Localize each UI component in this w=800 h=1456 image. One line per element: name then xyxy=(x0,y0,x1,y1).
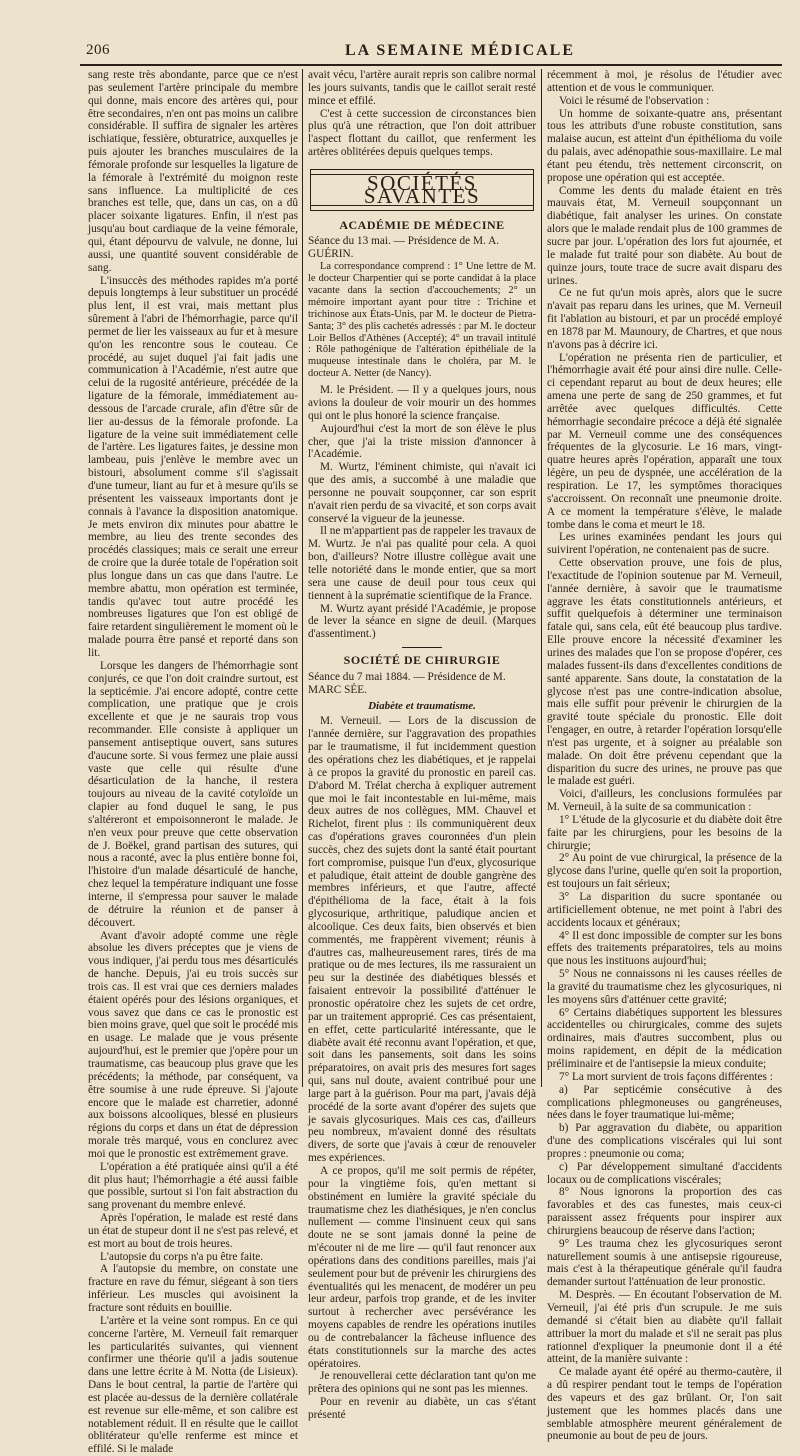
paragraph: M. Wurtz, l'éminent chimiste, qui n'avait ici que des amis, a succombé à une maladie que personne ne pouvait soupçonner, car son esprit n'avait rien perdu de sa vivacité, et son corps avait conservé la vigueur de la jeunesse. xyxy=(308,461,536,525)
paragraph: Aujourd'hui c'est la mort de son élève le plus cher, que j'ai la triste mission d'annoncer à l'Académie. xyxy=(308,422,536,461)
paragraph: Voici le résumé de l'observation : xyxy=(559,94,710,107)
paragraph: avait vécu, l'artère aurait repris son calibre normal les jours suivants, tandis que le caillot serait resté mince et effilé. xyxy=(308,69,536,107)
academie-heading: ACADÉMIE DE MÉDECINE xyxy=(339,217,505,232)
paragraph: Ce ne fut qu'un mois après, alors que le sucre n'avait pas reparu dans les urines, que M. Verneuil fit l'ablation au bistouri, et par un procédé employé en 1878 par M. Maunoury, de Chartres, et que nous n'avons pas à décrire ici. xyxy=(547,287,782,351)
seance-line: Séance du 7 mai 1884. — Présidence de M. MARC SÉE. xyxy=(308,670,506,696)
article-subtitle: Diabète et traumatisme. xyxy=(368,699,476,712)
conclusion-item: 6° Certains diabétiques supportent les blessures accidentelles ou chirurgicales, comme des sujets ordinaires, mais d'autres succombent, plus ou moins rapidement, en dépit de la médication préliminaire et de l'antisepsie la mieux conduite; xyxy=(547,1006,782,1070)
paragraph: sang reste très abondante, parce que ce n'est pas seulement l'artère principale du membre qui donne, mais encore des artères qui, pour être secondaires, n'en ont pas moins un calibre considérable. Il suffira de signaler les artères ischiatique, fessière, obturatrice, auxquelles je puis ajouter les branches musculaires de la fémorale profonde sur lesquelles la ligature de la fémorale à l'extrémité du moignon reste sans influence. La multiplicité de ces branches est telle, que, dans un cas, on a dû placer soixante ligatures. Enfin, il n'est pas jusqu'au bout cardiaque de la veine fémorale, qui, étant dépourvu de valvule, ne donne, lui aussi, une quantité souvent considérable de sang. xyxy=(88,69,298,274)
paragraph: Les urines examinées pendant les jours qui suivirent l'opération, ne contenaient pas de sucre. xyxy=(547,531,782,557)
conclusion-item: 9° Les trauma chez les glycosuriques seront naturellement soumis à une antisepsie rigoureuse, mais c'est à la thérapeutique générale qu'il faudra demander surtout l'atténuation de leur pronostic. xyxy=(547,1237,782,1289)
header-rule xyxy=(80,64,782,66)
paragraph: Pour en revenir au diabète, un cas s'étant présenté xyxy=(308,1396,536,1421)
separator xyxy=(402,647,442,648)
paragraph: Voici, d'ailleurs, les conclusions formulées par M. Verneuil, à la suite de sa communication : xyxy=(547,788,782,814)
paragraph: récemment à moi, je résolus de l'étudier avec attention et de vous le communiquer. xyxy=(547,69,782,94)
paragraph: M. Verneuil. — Lors de la discussion de l'année dernière, sur l'aggravation des propathies par le traumatisme, il fut incidemment question des opérations chez les diabétiques, et je rappelai à ce propos la gravité du pronostic en pareil cas. D'abord M. Trélat chercha à expliquer autrement que moi le fait incontestable en lui-même, mais deux autres de nos collègues, MM. Chauvel et Richelot, firent plus : ils communiquèrent deux cas d'opérations graves couronnées d'un plein succès, chez des sujets dont la santé était pourtant fort compromise, puisque l'un d'eux, glycosurique et paludique, était atteint de double gangrène des membres inférieurs, et que l'autre, affecté d'épithélioma de la face, était à la fois glycosurique, arthritique, paludique ancien et alcoolique. Ces deux faits, bien observés et bien commentés, me frappèrent vivement; réunis à d'autres cas, malheureusement rares, tirés de ma pratique ou de mes lectures, ils me rassuraient un peu sur la destinée des diabétiques blessés et faisaient entrevoir la possibilité d'atténuer le pronostic opératoire chez les sujets de cet ordre, par un traitement approprié. Ces cas présentaient, en effet, cette particularité intéressante, que le diabète avait été reconnu avant l'opération, et que, soit dans les pansements, soit dans les soins préparatoires, on avait pris des mesures fort sages qui, sans nul doute, avaient contribué pour une large part à la guérison. Pour ma part, j'avais déjà procédé de la sorte avant d'opérer des sujets que je savais glycosuriques. Mais ces cas, d'ailleurs peu nombreux, m'avaient donné des résultats divers, de sorte que j'avais à cœur de renouveler mes expériences. xyxy=(308,715,536,1165)
paragraph: L'autopsie du corps n'a pu être faite. xyxy=(100,1250,264,1263)
column-1 xyxy=(88,69,298,1456)
paragraph: M. le Président. — Il y a quelques jours, nous avions la douleur de voir mourir un des hommes qui ont le plus honoré la science française. xyxy=(308,384,536,422)
paragraph: Un homme de soixante-quatre ans, présentant tous les attributs d'une robuste constitution, sans malaise aucun, est atteint d'un épithélioma du voile du palais, avec adénopathie sous-maxillaire. Le mal étant peu étendu, très nettement circonscrit, on propose une opération qui est acceptée. xyxy=(547,107,782,184)
paragraph: L'opération a été pratiquée ainsi qu'il a été dit plus haut; l'hémorrhagie a été aussi faible que possible, surtout si l'on fait abstraction du sang provenant du membre enlevé. xyxy=(88,1160,298,1212)
column-divider xyxy=(302,69,303,1087)
column-3 xyxy=(547,69,782,1443)
conclusion-item: 1° L'étude de la glycosurie et du diabète doit être faite par les chirurgiens, pour les besoins de la chirurgie; xyxy=(547,813,782,852)
paragraph: C'est à cette succession de circonstances bien plus qu'à une rétraction, que l'on doit attribuer l'aspect flottant du caillot, que renferment les artères oblitérées depuis quelques temps. xyxy=(308,107,536,159)
paragraph: Ce malade ayant été opéré au thermo-cautère, il a dû respirer pendant tout le temps de l'opération des vapeurs et des gaz brûlant. Or, l'on sait justement que les hommes placés dans une semblable atmosphère meurent généralement de pneumonie au bout de peu de jours. xyxy=(547,1366,782,1443)
paragraph: Cette observation prouve, une fois de plus, l'exactitude de l'opinion soutenue par M. Verneuil, l'année dernière, à savoir que le traumatisme aggrave les états constitutionnels antérieurs, et suffit quelquefois à déterminer une terminaison fatale qui, sans cela, eût été beaucoup plus tardive. Elle prouve encore la nécessité d'examiner les urines des malades que l'on se propose d'opérer, ces malades fussent-ils dans d'excellentes conditions de santé apparente. Sans doute, la constatation de la glycose n'est pas une contre-indication absolue, mais elle suffit pour prévenir le chirurgien de la gravité toute spéciale du pronostic. Elle doit l'engager, en outre, à retarder l'opération lorsqu'elle n'est pas urgente, et à soigner au préalable son malade. On doit être prévenu cependant que la disparition du sucre des urines, ne prouve pas que le malade est guéri. xyxy=(547,557,782,788)
chirurgie-heading: SOCIÉTÉ DE CHIRURGIE xyxy=(343,653,501,668)
conclusion-item: 5° Nous ne connaissons ni les causes réelles de la gravité du traumatisme chez les glycosuriques, ni les moyens sûrs d'atténuer cette gravité; xyxy=(547,968,782,1006)
paragraph: L'insuccès des méthodes rapides m'a porté depuis longtemps à leur substituer un procédé plus lent, il est vrai, mais mettant plus sûrement à l'abri de l'hémorrhagie, parce qu'il permet de lier les vaisseaux au fur et à mesure qu'on les rencontre sous le couteau. Ce procédé, au sujet duquel j'ai fait jadis une communication à l'Académie, n'est autre que celui de la rugosité antérieure, précédée de la ligature de la fémorale, immédiatement au-dessous de l'arcade crurale, afin d'être sûr de lier au-dessus de la fémorale profonde. La ligature de la veine suit immédiatement celle de l'artère. Les ligatures faites, je dessine mon lambeau, puis j'enlève le membre avec un bistouri, absolument comme s'il s'agissait d'une tumeur, liant au fur et à mesure qu'ils se présentent les vaisseaux importants dont je connais à l'avance la disposition anatomique. Je mets environ dix minutes pour abattre le membre, au lieu des trente secondes des procédés classiques; mais ce serait une erreur de croire que la durée totale de l'opération soit plus longue dans un cas que dans l'autre. Le membre abattu, mon opération est terminée, tandis qu'avec tout autre procédé les nombreuses ligatures que l'on est obligé de faire retardent singulièrement le moment où le malade pourra être pansé et reporté dans son lit. xyxy=(88,274,298,659)
section-banner-title: SOCIÉTÉS SAVANTES xyxy=(311,174,533,206)
paragraph: Après l'opération, le malade est resté dans un état de stupeur dont il ne s'est pas relevé, et est mort au bout de trois heures. xyxy=(88,1212,298,1250)
paragraph: Lorsque les dangers de l'hémorrhagie sont conjurés, ce que l'on doit craindre surtout, est la septicémie. J'ai encore adopté, contre cette complication, une pratique que je crois excellente et que je ne saurais trop vous recommander. Elle consiste à appliquer un pansement antiseptique ouvert, sans sutures d'aucune sorte. Si vous fermez une plaie aussi vaste que celle qui résulte d'une désarticulation de la hanche, il restera toujours au niveau de la cavité cotyloïde un clapier au fond duquel le sang, le pus s'altéreront et empoisonneront le malade. Je n'en veux pour preuve que cette observation de J. Boëkel, grand partisan des sutures, qui nous a raconté, avec la plus entière bonne foi, l'histoire d'un malade désarticulé de hanche, chez lequel la température indiquant une fosse interne, il s'empressa pour sauver le malade de détruire la réunion et de panser à découvert. xyxy=(88,659,298,929)
section-banner xyxy=(310,169,534,211)
page-number: 206 xyxy=(86,42,110,58)
paragraph: L'artère et la veine sont rompus. En ce qui concerne l'artère, M. Verneuil fait remarquer les particularités suivantes, qui viennent confirmer une théorie qu'il a jadis soutenue dans une lettre écrite à M. Notta (de Lisieux). Dans le bout central, la partie de l'artère qui est placée au-dessus de la dernière collatérale est revenue sur elle-même, et son calibre est notablement réduit. Il en résulte que le caillot oblitérateur qu'elle renferme est mince et effilé. Si le malade xyxy=(88,1314,298,1456)
column-divider xyxy=(541,69,542,1087)
paragraph: A l'autopsie du membre, on constate une fracture en rave du fémur, siégeant à son tiers inférieur. Les muscles qui avoisinent la fracture sont réduits en bouillie. xyxy=(88,1263,298,1314)
paragraph: Comme les dents du malade étaient en très mauvais état, M. Verneuil soupçonnant un diabétique, fait analyser les urines. On constate alors que le malade rendait plus de 100 grammes de sucre par jour. L'opération des lors fut ajournée, et le malade fut traité pour son diabète. Au bout de quinze jours, toute trace de sucre avait disparu des urines. xyxy=(547,184,782,287)
paragraph: Il ne m'appartient pas de rappeler les travaux de M. Wurtz. Je n'ai pas qualité pour cela. A quoi bon, d'ailleurs? Notre illustre collègue avait une telle notoriété dans le monde entier, que sa mort sera une cause de deuil pour tous ceux qui tiennent à la suprématie scientifique de la France. xyxy=(308,525,536,602)
conclusion-subitem: b) Par aggravation du diabète, ou apparition d'une des complications viscérales qui lui sont propres : pneumonie ou coma; xyxy=(547,1122,782,1160)
seance-line: Séance du 13 mai. — Présidence de M. A. GUÉRIN. xyxy=(308,235,500,261)
conclusion-item: 3° La disparition du sucre spontanée ou artificiellement obtenue, ne met point à l'abri des accidents locaux et généraux; xyxy=(547,891,782,929)
conclusion-item: 4° Il est donc impossible de compter sur les bons effets des traitements préparatoires, tels au moins que nous les instituons aujourd'hui; xyxy=(547,929,782,968)
paragraph: Je renouvellerai cette déclaration tant qu'on me prêtera des opinions qui ne sont pas les miennes. xyxy=(308,1370,536,1396)
column-2 xyxy=(308,69,536,1421)
conclusion-subitem: a) Par septicémie consécutive à des complications phlegmoneuses ou gangréneuses, nées dans le foyer traumatique lui-même; xyxy=(547,1083,782,1122)
paragraph: M. Desprès. — En écoutant l'observation de M. Verneuil, j'ai été pris d'un scrupule. Je me suis demandé si c'était bien au diabète qu'il fallait attribuer la mort du malade et s'il ne serait pas plus rationnel d'expliquer la pneumonie dont il a été atteint, de la manière suivante : xyxy=(547,1289,782,1366)
conclusion-item: 7° La mort survient de trois façons différentes : xyxy=(559,1070,773,1083)
conclusion-item: 8° Nous ignorons la proportion des cas favorables et des cas funestes, mais ceux-ci paraissent assez fréquents pour inspirer aux chirurgiens beaucoup de réserve dans l'action; xyxy=(547,1186,782,1237)
page-header xyxy=(80,42,780,64)
correspondence-paragraph: La correspondance comprend : 1° Une lettre de M. le docteur Charpentier qui se porte candidat à la place vacante dans la section d'accouchements; 2° un mémoire important ayant pour titre : Trichine et trichinose aux États-Unis, par M. le docteur de Pietra-Santa; 3° des plis cachetés adressés : par M. le docteur Loir Bellos d'Athènes (Accepté); 4° un travail intitulé : Rôle pathogénique de l'altération épithéliale de la muqueuse intestinale dans le choléra, par M. le docteur A. Netter (de Nancy). xyxy=(308,261,536,380)
journal-title: LA SEMAINE MÉDICALE xyxy=(344,42,576,59)
paragraph: M. Wurtz ayant présidé l'Académie, je propose de lever la séance en signe de deuil. (Marques d'assentiment.) xyxy=(308,602,536,641)
paragraph: A ce propos, qu'il me soit permis de répéter, pour la vingtième fois, qu'en mettant si obstinément en lumière la gravité spéciale du traumatisme chez les diathésiques, je n'en conclus nullement — comme l'insinuent ceux qui sans doute ne se sont jamais donné la peine de m'écouter ni de me lire — qu'il faut renoncer aux opérations dans des conditions pareilles, mais j'ai seulement pour but de prévenir les chirurgiens des éventualités qui les menacent, de modérer un peu leur ardeur, parfois trop grande, et de les inviter surtout à rechercher avec persévérance les moyens capables de rendre les opérations inutiles ou de contrebalancer la fâcheuse influence des états constitutionnels sur la marche des actes opératoires. xyxy=(308,1164,536,1370)
paragraph: L'opération ne présenta rien de particulier, et l'hémorrhagie avait été pour ainsi dire nulle. Celle-ci cependant reparut au bout de deux heures; elle amena une perte de sang de 250 grammes, et fut arrêtée avec quelques difficultés. Cette hémorrhagie secondaire précoce a déjà été signalée par M. Verneuil comme une des conséquences fréquentes de la glycosurie. Le 16 mars, vingt-quatre heures après l'opération, apparaît une toux légère, un peu de dyspnée, une accélération de la respiration. Le 17, les symptômes thoraciques s'accroissent. On reconnaît une pneumonie droite. A ce moment la température s'élève, le malade tombe dans le coma et meurt le 18. xyxy=(547,351,782,531)
paragraph: Avant d'avoir adopté comme une règle absolue les divers préceptes que je viens de vous indiquer, j'ai perdu tous mes désarticulés de hanche. Depuis, j'ai eu trois succès sur trois cas. Il est vrai que ces derniers malades étaient opérés pour des lésions organiques, et vous savez que dans ce cas le pronostic est bien moins grave, quel que soit le procédé mis en usage. Le malade que je vous présente aujourd'hui, est le premier que j'opère pour un traumatisme, cas beaucoup plus grave que les précédents; la méthode, par conséquent, va être soumise à une rude épreuve. Si j'ajoute encore que le malade est charretier, adonné aux boissons alcooliques, blessé en plusieurs régions du corps et dans un état de dépression morale très marqué, vous en conclurez avec moi que le pronostic est extrêmement grave. xyxy=(88,929,298,1160)
conclusion-item: 2° Au point de vue chirurgical, la présence de la glycose dans l'urine, quelle qu'en soit la proportion, est toujours un fait sérieux; xyxy=(547,852,782,891)
conclusion-subitem: c) Par développement simultané d'accidents locaux ou de complications viscérales; xyxy=(547,1160,782,1186)
